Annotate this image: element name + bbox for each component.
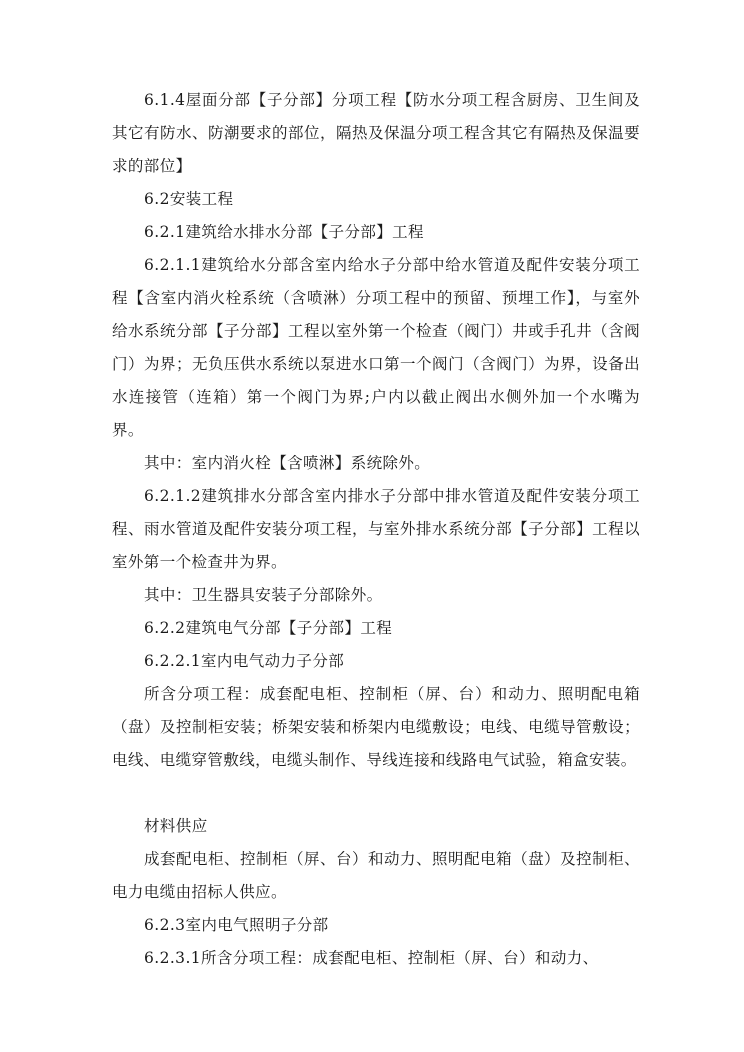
- paragraph-roof-subdivision: 6.1.4屋面分部【子分部】分项工程【防水分项工程含厨房、卫生间及其它有防水、防潮要求的部位，隔热及保温分项工程含其它有隔热及保温要求的部位】: [112, 91, 640, 175]
- paragraph-sanitary-exclusion: 其中：卫生器具安装子分部除外。: [144, 586, 383, 604]
- heading-electrical-works: 6.2.2建筑电气分部【子分部】工程: [144, 619, 393, 637]
- paragraph-drainage-scope: 6.2.1.2建筑排水分部含室内排水子分部中排水管道及配件安装分项工程、雨水管道及配件安装分项工程，与室外排水系统分部【子分部】工程以室外第一个检查井为界。: [112, 487, 640, 571]
- paragraph-power-items: 所含分项工程：成套配电柜、控制柜（屏、台）和动力、照明配电箱（盘）及控制柜安装；桥架安装和桥架内电缆敷设；电线、电缆导管敷设；电线、电缆穿管敷线，电缆头制作、导线连接和线路电气试验，箱盒安装。: [112, 685, 640, 769]
- paragraph-material-supply: 成套配电柜、控制柜（屏、台）和动力、照明配电箱（盘）及控制柜、电力电缆由招标人供应。: [112, 850, 640, 901]
- heading-material-supply: 材料供应: [144, 817, 208, 835]
- heading-installation-works: 6.2安装工程: [144, 190, 234, 208]
- paragraph-fire-hydrant-exclusion: 其中：室内消火栓【含喷淋】系统除外。: [144, 454, 431, 472]
- heading-water-supply-drainage: 6.2.1建筑给水排水分部【子分部】工程: [144, 223, 424, 241]
- heading-indoor-power: 6.2.2.1室内电气动力子分部: [144, 652, 345, 670]
- paragraph-water-supply-scope: 6.2.1.1建筑给水分部含室内给水子分部中给水管道及配件安装分项工程【含室内消火栓系统（含喷淋）分项工程中的预留、预埋工作】，与室外给水系统分部【子分部】工程以室外第一个检查（阀门）井或手孔井（含阀门）为界；无负压供水系统以泵进水口第一个阀门（含阀门）为界，设备出水连接管（连箱）第一个阀门为界;户内以截止阀出水侧外加一个水嘴为界。: [112, 256, 640, 439]
- heading-indoor-lighting: 6.2.3室内电气照明子分部: [144, 916, 329, 934]
- paragraph-lighting-items: 6.2.3.1所含分项工程：成套配电柜、控制柜（屏、台）和动力、: [144, 949, 599, 967]
